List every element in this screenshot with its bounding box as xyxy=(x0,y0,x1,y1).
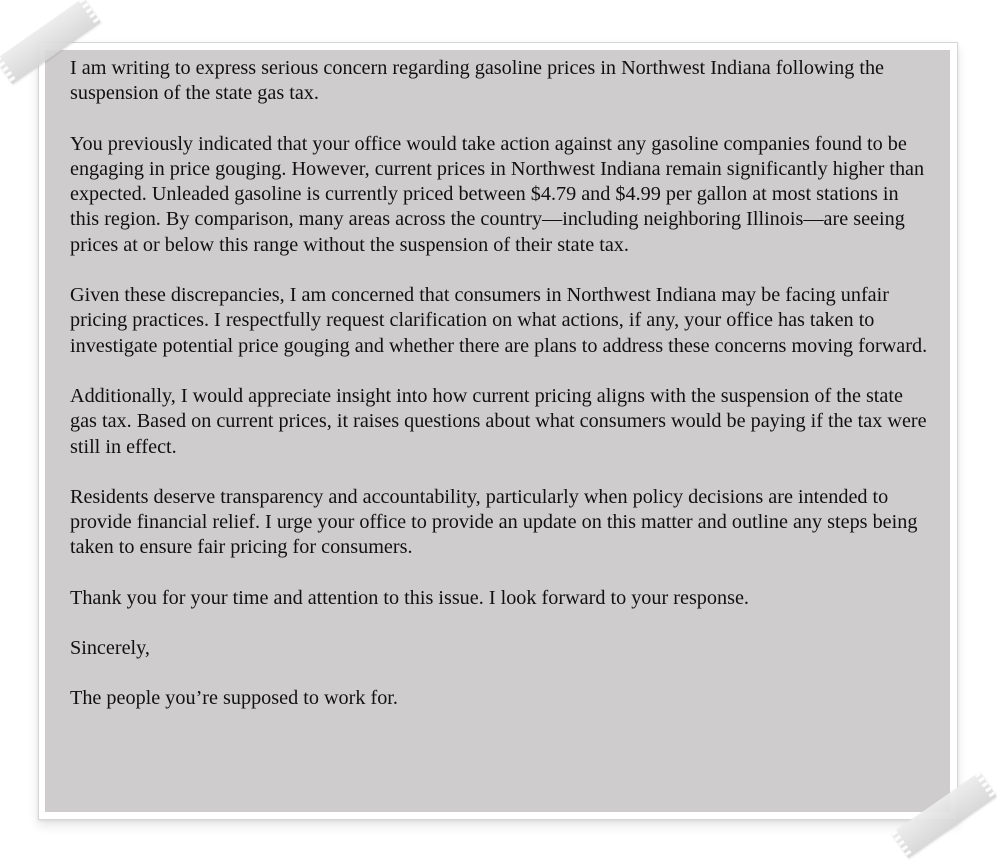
letter-signature: The people you’re supposed to work for. xyxy=(70,687,398,710)
letter-paragraph-thanks: Thank you for your time and attention to this issue. I look forward to your response. xyxy=(70,586,749,609)
letter-paragraph-opening: I am writing to express serious concern regarding gasoline prices in Northwest Indiana following the suspension of the state gas tax. xyxy=(70,57,885,105)
letter-paragraph-accountability: Residents deserve transparency and accountability, particularly when policy decisions are intended to provide financial relief. I urge your office to provide an update on this matter and outline any steps being taken to ensure fair pricing for consumers. xyxy=(70,485,918,559)
letter-closing: Sincerely, xyxy=(70,637,150,660)
letter-paragraph-request: Given these discrepancies, I am concerned that consumers in Northwest Indiana may be facing unfair pricing practices. I respectfully request clarification on what actions, if any, your office has taken to investigate potential price gouging and whether there are plans to address these concerns moving forward. xyxy=(70,284,928,357)
letter-paragraph-price-gouging: You previously indicated that your office would take action against any gasoline companies found to be engaging in price gouging. However, current prices in Northwest Indiana remain significantly higher than expected. Unleaded gasoline is currently priced between $4.79 and $4.99 per gallon at most stations in this region. By comparison, many areas across the country—including neighboring Illinois—are seeing prices at or below this range without the suspension of their state tax. xyxy=(70,132,925,256)
letter-paper xyxy=(45,50,950,812)
letter-paragraph-tax-alignment: Additionally, I would appreciate insight into how current pricing aligns with the suspension of the state gas tax. Based on current prices, it raises questions about what consumers would be paying if the tax were still in effect. xyxy=(70,384,927,458)
